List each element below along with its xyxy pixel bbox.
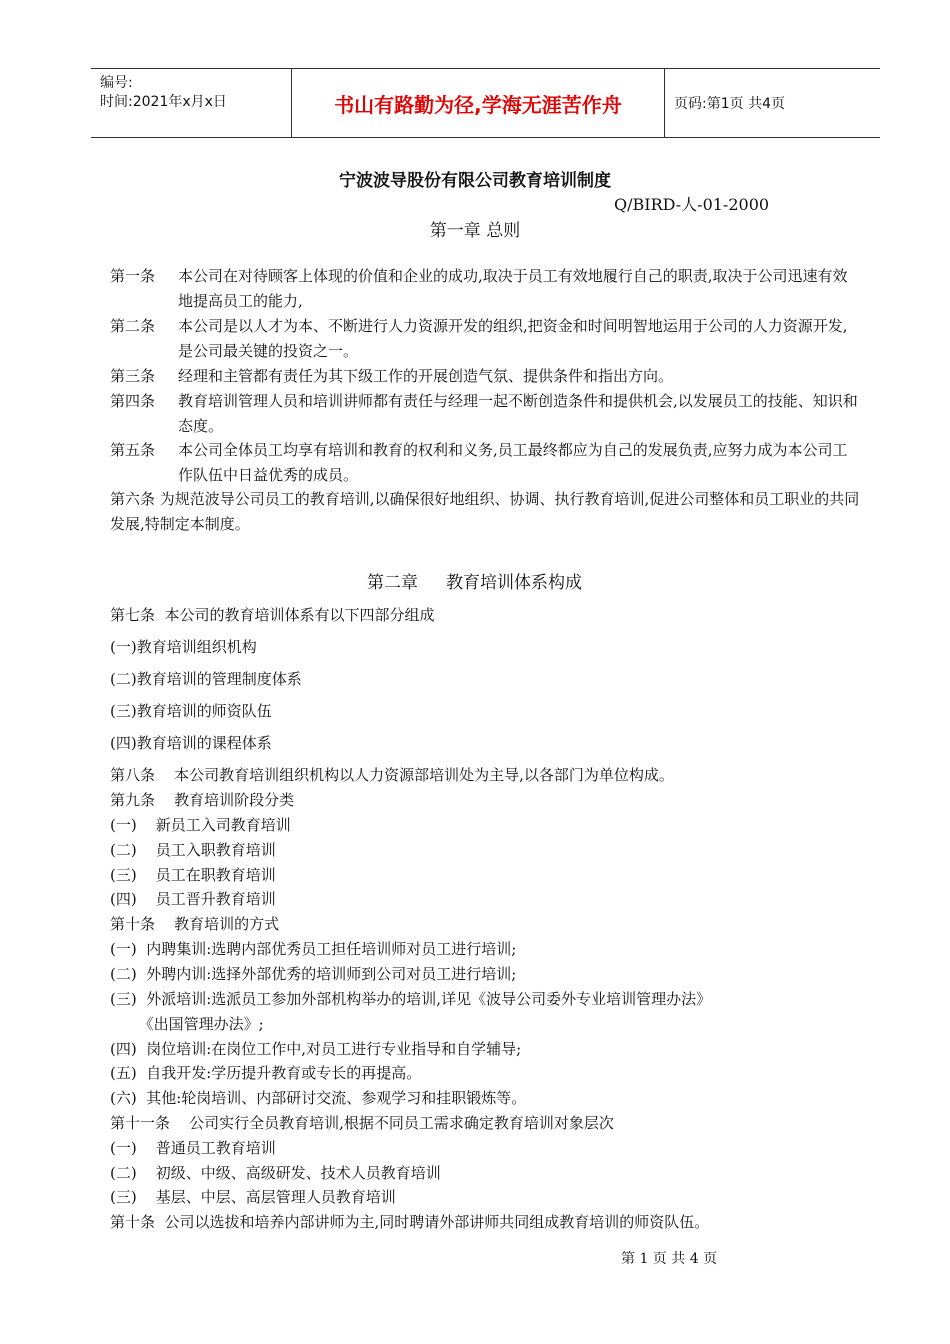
text-line: (五) 自我开发:学历提升教育或专长的再提高。 <box>110 1064 422 1082</box>
text-line: (四)教育培训的课程体系 <box>110 734 272 752</box>
chapter-2-title: 教育培训体系构成 <box>446 573 582 593</box>
text-line: (一) 内聘集训:选聘内部优秀员工担任培训师对员工进行培训; <box>110 940 517 958</box>
article-number: 第五条 <box>110 441 156 459</box>
text-line: (三) 基层、中层、高层管理人员教育培训 <box>110 1188 396 1206</box>
article <box>110 438 860 488</box>
article <box>110 364 860 389</box>
header-table <box>91 68 880 138</box>
article-number: 第一条 <box>110 267 156 285</box>
article-text: 本公司在对待顾客上体现的价值和企业的成功,取决于员工有效地履行自己的职责,取决于公司迅速有效地提高员工的能力, <box>178 267 848 310</box>
text-line: 第七条 本公司的教育培训体系有以下四部分组成 <box>110 606 435 624</box>
motto: 书山有路勤为径,学海无涯苦作舟 <box>292 69 665 137</box>
chapter-2-heading <box>367 568 582 593</box>
number-label: 编号: <box>100 75 133 91</box>
chapter-2-number: 第二章 <box>367 573 418 593</box>
text-line: (二) 员工入职教育培训 <box>110 841 276 859</box>
page-label: 页码:第1页 共4页 <box>674 96 785 112</box>
text-line: (一) 新员工入司教育培训 <box>110 816 291 834</box>
text-line: (四) 员工晋升教育培训 <box>110 890 276 908</box>
article-number: 第二条 <box>110 317 156 335</box>
text-line: (一)教育培训组织机构 <box>110 638 257 656</box>
article-text: 经理和主管都有责任为其下级工作的开展创造气氛、提供条件和指出方向。 <box>178 367 674 385</box>
text-line: 《出国管理办法》; <box>110 1015 264 1033</box>
text-line: 第八条 本公司教育培训组织机构以人力资源部培训处为主导,以各部门为单位构成。 <box>110 766 674 784</box>
text-line: (三) 员工在职教育培训 <box>110 866 276 884</box>
text-line: (一) 普通员工教育培训 <box>110 1139 276 1157</box>
text-line: 第九条 教育培训阶段分类 <box>110 791 295 809</box>
text-line: 第十条 公司以选拔和培养内部讲师为主,同时聘请外部讲师共同组成教育培训的师资队伍。 <box>110 1213 710 1231</box>
document-title: 宁波波导股份有限公司教育培训制度 <box>339 171 611 191</box>
article <box>110 314 860 364</box>
article <box>110 264 860 314</box>
chapter-1-heading: 第一章 总则 <box>429 221 521 241</box>
text-line: (二)教育培训的管理制度体系 <box>110 670 302 688</box>
text-line: (四) 岗位培训:在岗位工作中,对员工进行专业指导和自学辅导; <box>110 1040 522 1058</box>
text-line: (二) 外聘内训:选择外部优秀的培训师到公司对员工进行培训; <box>110 965 517 983</box>
text-line: (二) 初级、中级、高级研发、技术人员教育培训 <box>110 1164 441 1182</box>
header-info-cell <box>91 69 292 137</box>
page-footer: 第 1 页 共 4 页 <box>621 1251 718 1267</box>
article <box>110 389 860 439</box>
article-text: 教育培训管理人员和培训讲师都有责任与经理一起不断创造条件和提供机会,以发展员工的技能、知识和态度。 <box>178 392 858 435</box>
text-line: (六) 其他:轮岗培训、内部研讨交流、参观学习和挂职锻炼等。 <box>110 1089 527 1107</box>
article-number: 第四条 <box>110 392 156 410</box>
article-number: 第三条 <box>110 367 156 385</box>
article-text: 本公司是以人才为本、不断进行人力资源开发的组织,把资金和时间明智地运用于公司的人力资源开发,是公司最关键的投资之一。 <box>178 317 848 360</box>
article-text: 本公司全体员工均享有培训和教育的权利和义务,员工最终都应为自己的发展负责,应努力成为本公司工作队伍中日益优秀的成员。 <box>178 441 848 484</box>
article-6: 第六条 为规范波导公司员工的教育培训,以确保很好地组织、协调、执行教育培训,促进公司整体和员工职业的共同发展,特制定本制度。 <box>110 490 860 533</box>
text-line: 第十条 教育培训的方式 <box>110 915 280 933</box>
document-code: Q/BIRD-人-01-2000 <box>614 195 770 214</box>
text-line: (三)教育培训的师资队伍 <box>110 702 272 720</box>
time-label: 时间:2021年x月x日 <box>100 94 227 110</box>
text-line: (三) 外派培训:选派员工参加外部机构举办的培训,详见《波导公司委外专业培训管理办法》 <box>110 990 712 1008</box>
text-line: 第十一条 公司实行全员教育培训,根据不同员工需求确定教育培训对象层次 <box>110 1114 614 1132</box>
